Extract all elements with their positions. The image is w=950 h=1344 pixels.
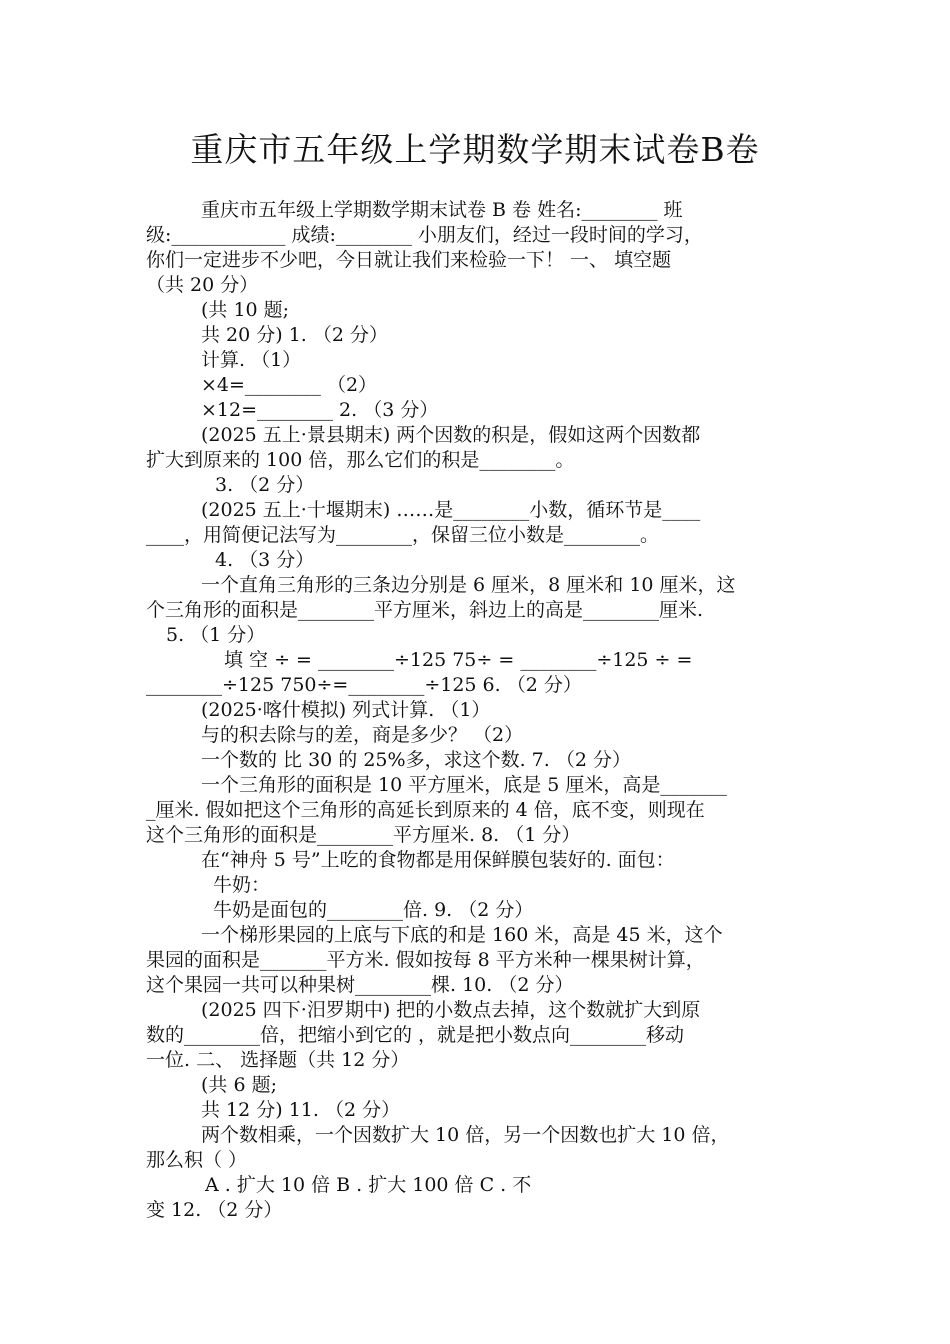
- text-line: 重庆市五年级上学期数学期末试卷 B 卷 姓名:________ 班: [201, 199, 683, 221]
- text-line: (2025 五上·十堰期末) ……是________小数，循环节是____: [201, 499, 701, 521]
- text-line: 级:____________ 成绩:________ 小朋友们，经过一段时间的学习，: [146, 224, 703, 246]
- text-line: 共 20 分) 1. （2 分）: [201, 324, 389, 346]
- text-line: (共 6 题;: [201, 1074, 277, 1096]
- text-line: 一个三角形的面积是 10 平方厘米，底是 5 厘米，高是_______: [201, 774, 727, 796]
- text-line: 果园的面积是_______平方米. 假如按每 8 平方米种一棵果树计算，: [146, 949, 705, 971]
- text-line: 5. （1 分）: [166, 624, 266, 646]
- text-line: ________÷125 750÷=________÷125 6. （2 分）: [146, 674, 582, 696]
- text-line: 3. （2 分）: [215, 474, 315, 496]
- text-line: A . 扩大 10 倍 B . 扩大 100 倍 C . 不: [205, 1174, 532, 1196]
- text-line: 牛奶是面包的________倍. 9. （2 分）: [213, 899, 534, 921]
- text-line: （共 20 分）: [146, 274, 259, 296]
- text-line: 计算. （1）: [201, 349, 302, 371]
- text-line: (2025·喀什模拟) 列式计算. （1）: [201, 699, 491, 721]
- text-line: (2025 五上·景县期末) 两个因数的积是，假如这两个因数都: [201, 424, 701, 446]
- text-line: 你们一定进步不少吧，今日就让我们来检验一下！ 一、 填空题: [146, 249, 672, 271]
- text-line: 4. （3 分）: [215, 549, 315, 571]
- text-line: 共 12 分) 11. （2 分）: [201, 1099, 401, 1121]
- text-line: 一个直角三角形的三条边分别是 6 厘米，8 厘米和 10 厘米，这: [201, 574, 736, 596]
- text-line: 数的________倍，把缩小到它的 ，就是把小数点向________移动: [146, 1024, 685, 1046]
- text-line: 填 空 ÷ = ________÷125 75÷ = ________÷125 ÷ =: [224, 649, 693, 671]
- text-line: 变 12. （2 分）: [146, 1199, 283, 1221]
- text-line: 这个三角形的面积是________平方厘米. 8. （1 分）: [146, 824, 581, 846]
- text-line: _厘米. 假如把这个三角形的高延长到原来的 4 倍，底不变，则现在: [146, 799, 705, 821]
- text-line: 这个果园一共可以种果树________棵. 10. （2 分）: [146, 974, 574, 996]
- text-line: 个三角形的面积是________平方厘米，斜边上的高是________厘米.: [146, 599, 704, 621]
- text-line: ×12=________ 2. （3 分）: [201, 399, 439, 421]
- text-line: 扩大到原来的 100 倍，那么它们的积是________。: [146, 449, 575, 471]
- text-line: 牛奶：: [213, 874, 271, 896]
- text-line: 一个梯形果园的上底与下底的和是 160 米，高是 45 米，这个: [201, 924, 723, 946]
- text-line: (2025 四下·汨罗期中) 把的小数点去掉，这个数就扩大到原: [201, 999, 701, 1021]
- text-line: ×4=________ （2）: [201, 374, 378, 396]
- text-line: 在“神舟 5 号”上吃的食物都是用保鲜膜包装好的. 面包：: [201, 849, 675, 871]
- text-line: 一位. 二、 选择题（共 12 分）: [146, 1049, 410, 1071]
- text-line: 那么积（ ）: [146, 1149, 248, 1171]
- text-line: 一个数的 比 30 的 25%多，求这个数. 7. （2 分）: [201, 749, 631, 771]
- text-line: 两个数相乘，一个因数扩大 10 倍，另一个因数也扩大 10 倍，: [201, 1124, 730, 1146]
- document-title: 重庆市五年级上学期数学期末试卷B卷: [190, 130, 760, 169]
- text-line: 与的积去除与的差，商是多少？ （2）: [201, 724, 524, 746]
- text-line: (共 10 题;: [201, 299, 290, 321]
- text-line: ____，用简便记法写为________，保留三位小数是________。: [146, 524, 660, 546]
